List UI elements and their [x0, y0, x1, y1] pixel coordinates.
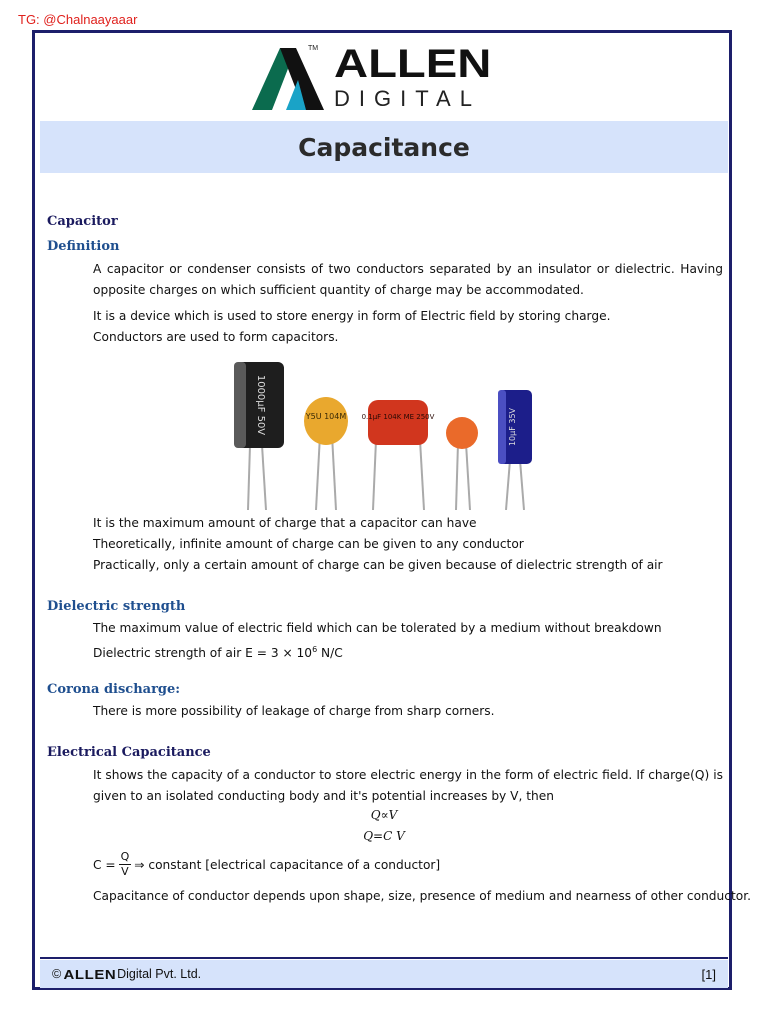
cap3-label: 0.1µF 104K ME 250V — [361, 413, 435, 421]
fraction-numerator: Q — [120, 850, 130, 863]
cap2-label: Y5U 104M — [305, 412, 347, 421]
c-rhs: ⇒ constant [electrical capacitance of a conductor] — [134, 857, 441, 872]
electrical-capacitance-paragraph: It shows the capacity of a conductor to store electric energy in the form of electric field. If charge(Q) is given to an isolated conducting body and it's potential increases by V, then — [93, 768, 723, 803]
ceramic-capacitor-orange-icon — [446, 417, 478, 510]
electrolytic-capacitor-blue-icon — [498, 390, 532, 510]
heading-dielectric-strength: Dielectric strength — [47, 599, 186, 614]
dielectric-air-text: Dielectric strength of air E = 3 × 10 — [93, 646, 313, 661]
footer-bar — [40, 960, 728, 988]
allen-logo-mark-icon — [250, 44, 330, 112]
capacitor-fact-1: It is the maximum amount of charge that a capacitor can have — [93, 516, 477, 530]
electrolytic-capacitor-black-icon — [234, 362, 284, 510]
heading-corona-discharge: Corona discharge: — [47, 682, 181, 697]
footer-credit — [52, 967, 201, 982]
fraction-denominator: V — [121, 865, 129, 878]
formula-proportional: Q∝V — [370, 808, 398, 822]
capacitor-fact-2: Theoretically, infinite amount of charge can be given to any conductor — [93, 537, 524, 551]
cap5-label: 10µF 35V — [508, 407, 517, 447]
title-banner — [40, 121, 728, 173]
capacitor-fact-3: Practically, only a certain amount of charge can be given because of dielectric strength of air — [93, 558, 663, 572]
page-title: Capacitance — [298, 132, 470, 162]
footer-divider — [40, 957, 728, 959]
footer-company: Digital Pvt. Ltd. — [117, 967, 202, 981]
dielectric-unit: N/C — [317, 646, 343, 661]
logo-word-digital: DIGITAL — [334, 86, 481, 111]
allen-digital-logo — [250, 44, 520, 112]
definition-paragraph-2: It is a device which is used to store energy in form of Electric field by storing charge. — [93, 309, 611, 323]
cap1-label: 1000µF 50V — [255, 374, 266, 436]
capacitance-dependence-paragraph: Capacitance of conductor depends upon shape, size, presence of medium and nearness of other conductor. — [93, 889, 751, 903]
dielectric-paragraph-1: The maximum value of electric field which can be tolerated by a medium without breakdown — [93, 621, 662, 635]
footer-brand: ALLEN — [63, 966, 117, 982]
corona-paragraph: There is more possibility of leakage of charge from sharp corners. — [93, 704, 495, 718]
trademark-mark: TM — [308, 45, 319, 52]
ceramic-capacitor-yellow-icon — [304, 397, 348, 510]
dielectric-paragraph-2 — [93, 639, 343, 664]
logo-word-allen: ALLEN — [334, 42, 492, 86]
formula-q-equals-cv: Q=C V — [363, 829, 405, 843]
capacitors-photo — [228, 355, 548, 510]
c-lhs: C = — [93, 857, 116, 872]
page-number: [1] — [701, 966, 716, 982]
copyright-symbol: © — [52, 967, 62, 981]
definition-paragraph-3: Conductors are used to form capacitors. — [93, 330, 339, 344]
capacitance-definition-formula — [93, 850, 440, 879]
exponent: 6 — [312, 645, 318, 654]
heading-electrical-capacitance: Electrical Capacitance — [47, 745, 211, 760]
watermark-text: TG: @Chalnaayaaar — [18, 12, 138, 27]
definition-paragraph-1: A capacitor or condenser consists of two conductors separated by an insulator or dielectric. Having opposite charges on which sufficient quantity of charge may be accommodated. — [93, 262, 723, 297]
heading-capacitor: Capacitor — [47, 214, 118, 229]
page-border — [32, 30, 732, 990]
q-over-v-fraction — [119, 850, 132, 879]
film-capacitor-red-icon — [362, 400, 435, 510]
heading-definition: Definition — [47, 239, 120, 254]
